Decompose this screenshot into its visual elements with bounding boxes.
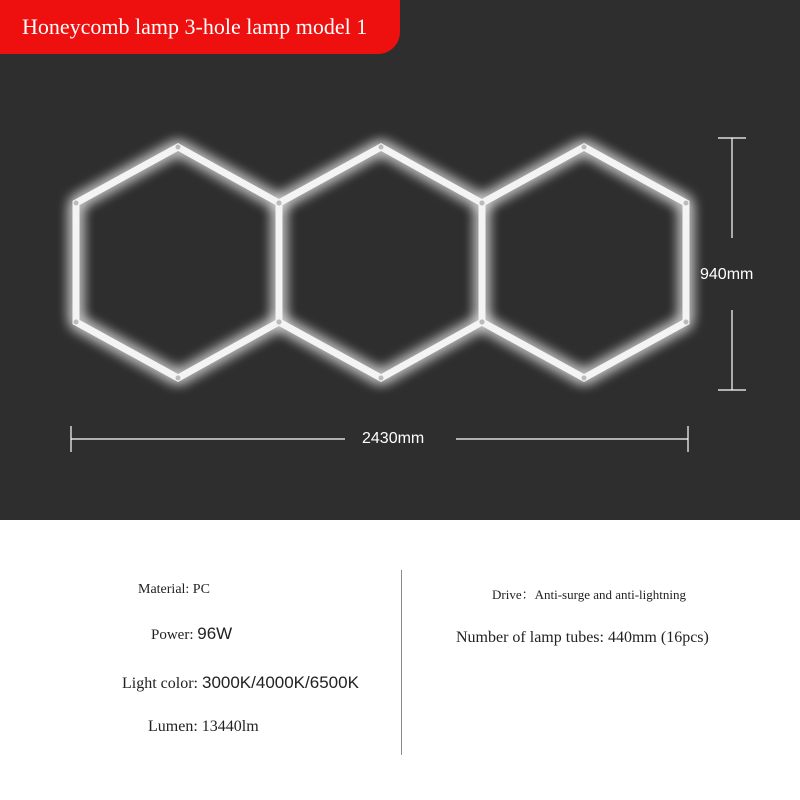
product-title-banner: Honeycomb lamp 3-hole lamp model 1: [0, 0, 400, 54]
height-dimension-line: [718, 138, 746, 390]
spec-divider: [401, 570, 402, 755]
lamp-connector: [277, 320, 282, 325]
hexagon-lamp-3: [482, 147, 686, 378]
spec-power: [151, 624, 232, 644]
lamp-connector: [480, 320, 485, 325]
hexagon-lamp-2: [279, 147, 482, 378]
lamp-connector: [379, 145, 384, 150]
spec-light-color: [122, 673, 359, 693]
lamp-connector: [684, 320, 689, 325]
spec-light-color-value: 3000K/4000K/6500K: [201, 673, 359, 692]
lamp-connectors: [74, 145, 689, 381]
lamp-connector: [277, 201, 282, 206]
spec-drive: Drive：Anti-surge and anti-lightning: [492, 587, 687, 602]
spec-light-color-label: Light color:: [122, 675, 198, 692]
hexagon-lamp-1: [76, 147, 279, 378]
lamp-connector: [379, 376, 384, 381]
lamp-connector: [74, 201, 79, 206]
spec-lamp-tubes: Number of lamp tubes: 440mm (16pcs): [456, 629, 709, 646]
lamp-connector: [582, 376, 587, 381]
lamp-tubes: [76, 147, 686, 378]
lamp-connector: [176, 145, 181, 150]
spec-power-label: Power:: [151, 627, 194, 643]
lamp-connector: [684, 201, 689, 206]
spec-power-value: 96W: [197, 624, 233, 643]
lamp-connector: [582, 145, 587, 150]
lamp-connector: [74, 320, 79, 325]
spec-material: Material: PC: [138, 582, 210, 597]
lamp-connector: [176, 376, 181, 381]
height-dimension-label: 940mm: [700, 266, 754, 283]
width-dimension-label: 2430mm: [362, 430, 425, 447]
spec-lumen: Lumen: 13440lm: [148, 718, 259, 735]
lamp-connector: [480, 201, 485, 206]
